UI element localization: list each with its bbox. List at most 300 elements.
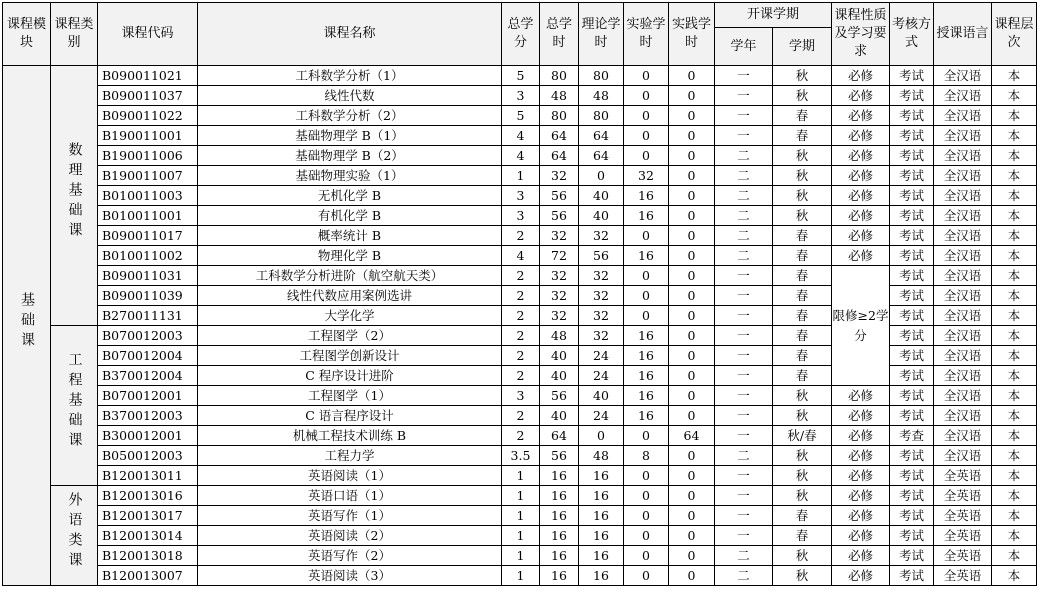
course-name: 工科数学分析进阶（航空航天类） <box>198 266 502 286</box>
course-language: 全汉语 <box>934 66 992 86</box>
table-row <box>3 186 1037 206</box>
course-total: 16 <box>540 566 579 586</box>
course-practice: 0 <box>669 106 715 126</box>
table-row <box>3 166 1037 186</box>
course-total: 40 <box>540 406 579 426</box>
course-year: 一 <box>715 286 773 306</box>
course-practice: 0 <box>669 166 715 186</box>
course-practice: 64 <box>669 426 715 446</box>
table-row <box>3 126 1037 146</box>
course-level: 本 <box>992 506 1037 526</box>
course-name: 工程图学创新设计 <box>198 346 502 366</box>
course-theory: 16 <box>579 466 624 486</box>
course-name: 英语阅读（1） <box>198 466 502 486</box>
course-exam: 考试 <box>890 566 934 586</box>
course-term: 秋 <box>773 66 832 86</box>
course-exam: 考试 <box>890 526 934 546</box>
header-category: 课程类别 <box>51 3 98 66</box>
course-theory: 0 <box>579 166 624 186</box>
course-code: B050012003 <box>98 446 198 466</box>
course-name: 机械工程技术训练 B <box>198 426 502 446</box>
course-year: 二 <box>715 146 773 166</box>
course-exam: 考试 <box>890 286 934 306</box>
course-language: 全汉语 <box>934 126 992 146</box>
course-code: B070012001 <box>98 386 198 406</box>
course-code: B190011007 <box>98 166 198 186</box>
header-nature: 课程性质及学习要求 <box>832 3 890 66</box>
course-language: 全汉语 <box>934 406 992 426</box>
course-practice: 0 <box>669 406 715 426</box>
course-year: 一 <box>715 486 773 506</box>
course-language: 全汉语 <box>934 326 992 346</box>
course-lab: 0 <box>624 466 669 486</box>
course-code: B090011037 <box>98 86 198 106</box>
course-theory: 16 <box>579 566 624 586</box>
course-lab: 0 <box>624 426 669 446</box>
course-term: 秋 <box>773 86 832 106</box>
category-cell <box>51 326 98 486</box>
course-term: 秋/春 <box>773 426 832 446</box>
course-exam: 考试 <box>890 106 934 126</box>
course-lab: 0 <box>624 286 669 306</box>
course-theory: 56 <box>579 246 624 266</box>
course-year: 一 <box>715 86 773 106</box>
course-lab: 0 <box>624 306 669 326</box>
course-code: B120013014 <box>98 526 198 546</box>
course-practice: 0 <box>669 366 715 386</box>
course-language: 全汉语 <box>934 186 992 206</box>
course-term: 春 <box>773 266 832 286</box>
course-nature: 必修 <box>832 126 890 146</box>
course-term: 春 <box>773 226 832 246</box>
course-year: 一 <box>715 426 773 446</box>
course-theory: 32 <box>579 226 624 246</box>
course-year: 二 <box>715 246 773 266</box>
course-code: B090011031 <box>98 266 198 286</box>
course-term: 春 <box>773 326 832 346</box>
course-lab: 0 <box>624 146 669 166</box>
course-level: 本 <box>992 126 1037 146</box>
course-level: 本 <box>992 546 1037 566</box>
course-year: 二 <box>715 186 773 206</box>
course-total: 64 <box>540 146 579 166</box>
table-row <box>3 246 1037 266</box>
table-row <box>3 506 1037 526</box>
course-exam: 考试 <box>890 326 934 346</box>
header-total-hours: 总学时 <box>540 3 579 66</box>
course-level: 本 <box>992 226 1037 246</box>
category-label: 工程基础课 <box>66 352 83 452</box>
course-theory: 16 <box>579 506 624 526</box>
course-exam: 考试 <box>890 186 934 206</box>
course-nature: 必修 <box>832 486 890 506</box>
course-language: 全英语 <box>934 546 992 566</box>
course-language: 全汉语 <box>934 106 992 126</box>
course-theory: 40 <box>579 386 624 406</box>
course-name: 概率统计 B <box>198 226 502 246</box>
course-term: 秋 <box>773 386 832 406</box>
course-lab: 32 <box>624 166 669 186</box>
course-total: 56 <box>540 206 579 226</box>
course-term: 春 <box>773 506 832 526</box>
course-term: 春 <box>773 286 832 306</box>
course-credits: 2 <box>502 426 540 446</box>
course-exam: 考试 <box>890 86 934 106</box>
course-lab: 16 <box>624 246 669 266</box>
course-lab: 0 <box>624 546 669 566</box>
header-module: 课程模块 <box>3 3 51 66</box>
header-total-credits: 总学分 <box>502 3 540 66</box>
course-language: 全英语 <box>934 526 992 546</box>
course-practice: 0 <box>669 486 715 506</box>
course-language: 全英语 <box>934 486 992 506</box>
course-exam: 考试 <box>890 266 934 286</box>
course-name: 工科数学分析（2） <box>198 106 502 126</box>
course-year: 二 <box>715 166 773 186</box>
course-total: 80 <box>540 66 579 86</box>
course-total: 16 <box>540 486 579 506</box>
course-total: 48 <box>540 326 579 346</box>
course-theory: 40 <box>579 186 624 206</box>
course-total: 64 <box>540 126 579 146</box>
course-theory: 32 <box>579 306 624 326</box>
course-level: 本 <box>992 86 1037 106</box>
course-practice: 0 <box>669 226 715 246</box>
course-language: 全汉语 <box>934 446 992 466</box>
course-year: 二 <box>715 206 773 226</box>
course-exam: 考查 <box>890 426 934 446</box>
course-lab: 16 <box>624 346 669 366</box>
course-language: 全汉语 <box>934 386 992 406</box>
course-code: B190011006 <box>98 146 198 166</box>
course-term: 春 <box>773 306 832 326</box>
course-term: 秋 <box>773 466 832 486</box>
curriculum-table <box>2 2 1037 586</box>
course-practice: 0 <box>669 246 715 266</box>
course-name: 大学化学 <box>198 306 502 326</box>
course-exam: 考试 <box>890 226 934 246</box>
course-practice: 0 <box>669 446 715 466</box>
course-total: 32 <box>540 226 579 246</box>
course-code: B120013007 <box>98 566 198 586</box>
course-name: 工程图学（2） <box>198 326 502 346</box>
course-code: B090011039 <box>98 286 198 306</box>
course-name: 工程图学（1） <box>198 386 502 406</box>
course-credits: 1 <box>502 466 540 486</box>
course-code: B010011001 <box>98 206 198 226</box>
course-credits: 4 <box>502 126 540 146</box>
course-level: 本 <box>992 246 1037 266</box>
course-theory: 64 <box>579 126 624 146</box>
course-year: 二 <box>715 226 773 246</box>
course-lab: 0 <box>624 126 669 146</box>
course-term: 秋 <box>773 166 832 186</box>
course-code: B070012003 <box>98 326 198 346</box>
course-credits: 2 <box>502 226 540 246</box>
course-practice: 0 <box>669 326 715 346</box>
course-credits: 5 <box>502 106 540 126</box>
course-exam: 考试 <box>890 486 934 506</box>
table-row <box>3 86 1037 106</box>
course-nature: 必修 <box>832 546 890 566</box>
course-level: 本 <box>992 566 1037 586</box>
course-nature: 必修 <box>832 466 890 486</box>
module-cell <box>3 66 51 586</box>
course-level: 本 <box>992 146 1037 166</box>
course-code: B120013016 <box>98 486 198 506</box>
course-lab: 0 <box>624 506 669 526</box>
course-exam: 考试 <box>890 386 934 406</box>
course-practice: 0 <box>669 466 715 486</box>
course-code: B190011001 <box>98 126 198 146</box>
course-level: 本 <box>992 346 1037 366</box>
course-year: 一 <box>715 506 773 526</box>
header-exam: 考核方式 <box>890 3 934 66</box>
course-practice: 0 <box>669 86 715 106</box>
table-row <box>3 566 1037 586</box>
course-total: 56 <box>540 186 579 206</box>
course-term: 春 <box>773 106 832 126</box>
course-total: 72 <box>540 246 579 266</box>
course-name: 基础物理实验（1） <box>198 166 502 186</box>
course-total: 32 <box>540 266 579 286</box>
course-theory: 32 <box>579 286 624 306</box>
course-term: 春 <box>773 526 832 546</box>
course-credits: 2 <box>502 306 540 326</box>
course-language: 全汉语 <box>934 306 992 326</box>
course-term: 春 <box>773 246 832 266</box>
course-level: 本 <box>992 186 1037 206</box>
course-practice: 0 <box>669 266 715 286</box>
course-name: 线性代数 <box>198 86 502 106</box>
course-level: 本 <box>992 66 1037 86</box>
course-total: 32 <box>540 306 579 326</box>
course-practice: 0 <box>669 546 715 566</box>
course-nature: 必修 <box>832 566 890 586</box>
course-credits: 4 <box>502 246 540 266</box>
course-theory: 32 <box>579 326 624 346</box>
table-row <box>3 466 1037 486</box>
course-theory: 16 <box>579 546 624 566</box>
course-level: 本 <box>992 166 1037 186</box>
course-nature: 必修 <box>832 246 890 266</box>
course-nature: 必修 <box>832 106 890 126</box>
course-total: 40 <box>540 346 579 366</box>
table-row <box>3 106 1037 126</box>
course-exam: 考试 <box>890 446 934 466</box>
course-total: 56 <box>540 386 579 406</box>
course-name: 工科数学分析（1） <box>198 66 502 86</box>
header-theory-hours: 理论学时 <box>579 3 624 66</box>
course-nature: 必修 <box>832 66 890 86</box>
course-name: C 程序设计进阶 <box>198 366 502 386</box>
course-level: 本 <box>992 466 1037 486</box>
course-code: B370012004 <box>98 366 198 386</box>
course-total: 16 <box>540 466 579 486</box>
course-lab: 0 <box>624 266 669 286</box>
course-lab: 0 <box>624 526 669 546</box>
course-name: 英语口语（1） <box>198 486 502 506</box>
course-year: 一 <box>715 306 773 326</box>
table-row <box>3 206 1037 226</box>
course-exam: 考试 <box>890 366 934 386</box>
course-term: 秋 <box>773 486 832 506</box>
course-code: B270011131 <box>98 306 198 326</box>
course-credits: 1 <box>502 506 540 526</box>
course-exam: 考试 <box>890 126 934 146</box>
table-row <box>3 546 1037 566</box>
course-credits: 5 <box>502 66 540 86</box>
course-theory: 0 <box>579 426 624 446</box>
course-exam: 考试 <box>890 346 934 366</box>
course-code: B120013018 <box>98 546 198 566</box>
course-total: 32 <box>540 166 579 186</box>
course-term: 秋 <box>773 566 832 586</box>
course-year: 一 <box>715 466 773 486</box>
course-language: 全汉语 <box>934 366 992 386</box>
course-credits: 2 <box>502 266 540 286</box>
course-exam: 考试 <box>890 246 934 266</box>
course-lab: 16 <box>624 366 669 386</box>
course-credits: 1 <box>502 526 540 546</box>
course-practice: 0 <box>669 506 715 526</box>
course-exam: 考试 <box>890 466 934 486</box>
course-name: 无机化学 B <box>198 186 502 206</box>
course-term: 秋 <box>773 206 832 226</box>
course-credits: 3 <box>502 186 540 206</box>
course-credits: 2 <box>502 406 540 426</box>
course-name: 英语写作（2） <box>198 546 502 566</box>
course-credits: 1 <box>502 566 540 586</box>
table-row <box>3 486 1037 506</box>
header-code: 课程代码 <box>98 3 198 66</box>
course-nature: 必修 <box>832 186 890 206</box>
header-term: 学期 <box>773 28 832 66</box>
category-label: 外语类课 <box>66 492 83 572</box>
course-lab: 16 <box>624 326 669 346</box>
course-nature: 必修 <box>832 166 890 186</box>
course-year: 一 <box>715 366 773 386</box>
course-exam: 考试 <box>890 206 934 226</box>
course-language: 全汉语 <box>934 166 992 186</box>
category-label: 数理基础课 <box>66 142 83 242</box>
header-semester-group: 开课学期 <box>715 3 832 28</box>
course-nature: 必修 <box>832 226 890 246</box>
course-term: 秋 <box>773 406 832 426</box>
course-total: 40 <box>540 366 579 386</box>
table-row <box>3 226 1037 246</box>
course-year: 一 <box>715 386 773 406</box>
course-lab: 0 <box>624 86 669 106</box>
course-language: 全英语 <box>934 506 992 526</box>
header-level: 课程层次 <box>992 3 1037 66</box>
course-level: 本 <box>992 266 1037 286</box>
course-code: B010011003 <box>98 186 198 206</box>
table-row <box>3 266 1037 286</box>
course-nature: 必修 <box>832 146 890 166</box>
course-term: 秋 <box>773 186 832 206</box>
course-term: 秋 <box>773 446 832 466</box>
table-row <box>3 446 1037 466</box>
course-credits: 3 <box>502 386 540 406</box>
course-exam: 考试 <box>890 406 934 426</box>
course-lab: 8 <box>624 446 669 466</box>
course-name: 英语阅读（2） <box>198 526 502 546</box>
table-row <box>3 426 1037 446</box>
course-total: 56 <box>540 446 579 466</box>
course-nature: 必修 <box>832 426 890 446</box>
course-lab: 0 <box>624 66 669 86</box>
table-row <box>3 146 1037 166</box>
course-exam: 考试 <box>890 306 934 326</box>
course-credits: 1 <box>502 166 540 186</box>
course-year: 一 <box>715 326 773 346</box>
elective-requirement <box>832 266 890 386</box>
course-theory: 64 <box>579 146 624 166</box>
course-term: 春 <box>773 126 832 146</box>
course-name: 英语写作（1） <box>198 506 502 526</box>
course-total: 32 <box>540 286 579 306</box>
course-name: 基础物理学 B（1） <box>198 126 502 146</box>
course-term: 春 <box>773 366 832 386</box>
course-practice: 0 <box>669 146 715 166</box>
course-term: 秋 <box>773 546 832 566</box>
course-level: 本 <box>992 366 1037 386</box>
course-total: 80 <box>540 106 579 126</box>
course-level: 本 <box>992 106 1037 126</box>
course-credits: 1 <box>502 486 540 506</box>
course-code: B070012004 <box>98 346 198 366</box>
course-level: 本 <box>992 426 1037 446</box>
course-theory: 24 <box>579 366 624 386</box>
header-name: 课程名称 <box>198 3 502 66</box>
course-total: 48 <box>540 86 579 106</box>
header-practice-hours: 实践学时 <box>669 3 715 66</box>
course-exam: 考试 <box>890 546 934 566</box>
course-level: 本 <box>992 486 1037 506</box>
course-practice: 0 <box>669 566 715 586</box>
course-exam: 考试 <box>890 66 934 86</box>
course-theory: 16 <box>579 526 624 546</box>
course-year: 一 <box>715 526 773 546</box>
course-nature: 必修 <box>832 386 890 406</box>
course-level: 本 <box>992 206 1037 226</box>
table-row <box>3 386 1037 406</box>
course-language: 全汉语 <box>934 246 992 266</box>
course-theory: 80 <box>579 106 624 126</box>
course-nature: 必修 <box>832 86 890 106</box>
course-level: 本 <box>992 286 1037 306</box>
course-theory: 16 <box>579 486 624 506</box>
course-credits: 4 <box>502 146 540 166</box>
course-theory: 48 <box>579 86 624 106</box>
course-credits: 2 <box>502 366 540 386</box>
course-term: 秋 <box>773 146 832 166</box>
course-year: 二 <box>715 446 773 466</box>
course-level: 本 <box>992 326 1037 346</box>
course-practice: 0 <box>669 286 715 306</box>
course-practice: 0 <box>669 66 715 86</box>
course-language: 全汉语 <box>934 146 992 166</box>
course-lab: 16 <box>624 386 669 406</box>
course-practice: 0 <box>669 346 715 366</box>
course-name: 英语阅读（3） <box>198 566 502 586</box>
course-theory: 40 <box>579 206 624 226</box>
course-credits: 2 <box>502 286 540 306</box>
course-practice: 0 <box>669 126 715 146</box>
course-theory: 24 <box>579 346 624 366</box>
course-year: 二 <box>715 566 773 586</box>
